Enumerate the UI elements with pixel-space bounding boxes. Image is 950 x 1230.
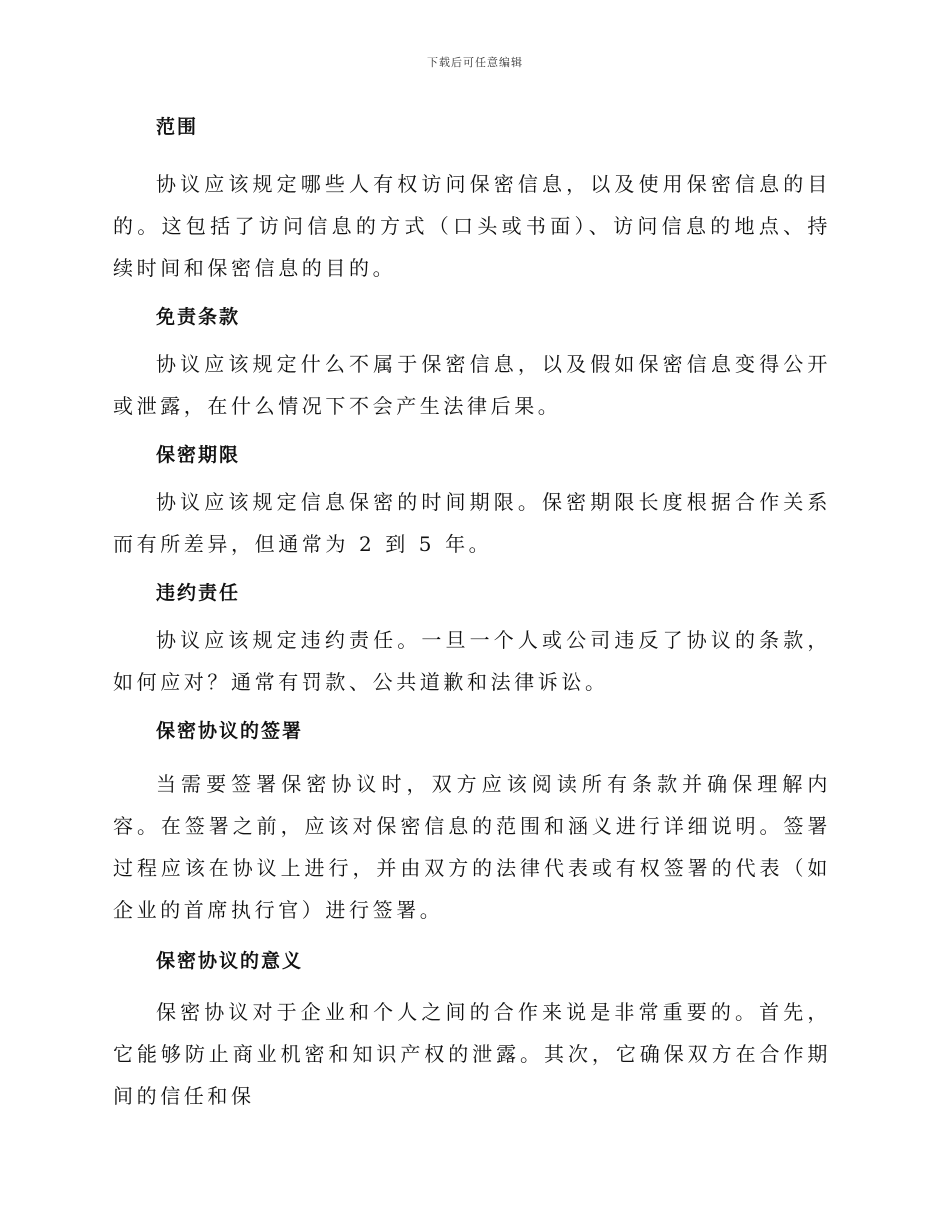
section-paragraph: 协议应该规定哪些人有权访问保密信息，以及使用保密信息的目的。这包括了访问信息的方式（口头或书面）、访问信息的地点、持续时间和保密信息的目的。: [113, 172, 831, 280]
section-paragraph: 当需要签署保密协议时，双方应该阅读所有条款并确保理解内容。在签署之前，应该对保密信息的范围和涵义进行详细说明。签署过程应该在协议上进行，并由双方的法律代表或有权签署的代表（如企业的首席执行官）进行签署。: [113, 772, 831, 922]
section-paragraph: 保密协议对于企业和个人之间的合作来说是非常重要的。首先，它能够防止商业机密和知识产权的泄露。其次，它确保双方在合作期间的信任和保: [113, 1000, 831, 1108]
section-heading: 保密协议的签署: [156, 720, 304, 742]
section-scope: [113, 109, 831, 289]
section-exemptions: [113, 299, 831, 427]
section-significance: [113, 943, 831, 1117]
section-paragraph: 协议应该规定什么不属于保密信息，以及假如保密信息变得公开或泄露，在什么情况下不会产生法律后果。: [113, 352, 831, 418]
document-body: [113, 109, 831, 1117]
section-liability: [113, 575, 831, 703]
section-heading: 保密期限: [156, 444, 241, 466]
section-heading: 违约责任: [156, 582, 241, 604]
section-paragraph: 协议应该规定信息保密的时间期限。保密期限长度根据合作关系而有所差异，但通常为 2 到 5 年。: [113, 490, 831, 556]
section-heading: 范围: [156, 116, 199, 138]
page-header: 下载后可任意编辑: [427, 56, 523, 69]
section-signing: [113, 713, 831, 931]
section-term: [113, 437, 831, 565]
section-heading: 免责条款: [156, 306, 241, 328]
section-paragraph: 协议应该规定违约责任。一旦一个人或公司违反了协议的条款，如何应对？通常有罚款、公共道歉和法律诉讼。: [113, 628, 831, 694]
section-heading: 保密协议的意义: [156, 950, 304, 972]
